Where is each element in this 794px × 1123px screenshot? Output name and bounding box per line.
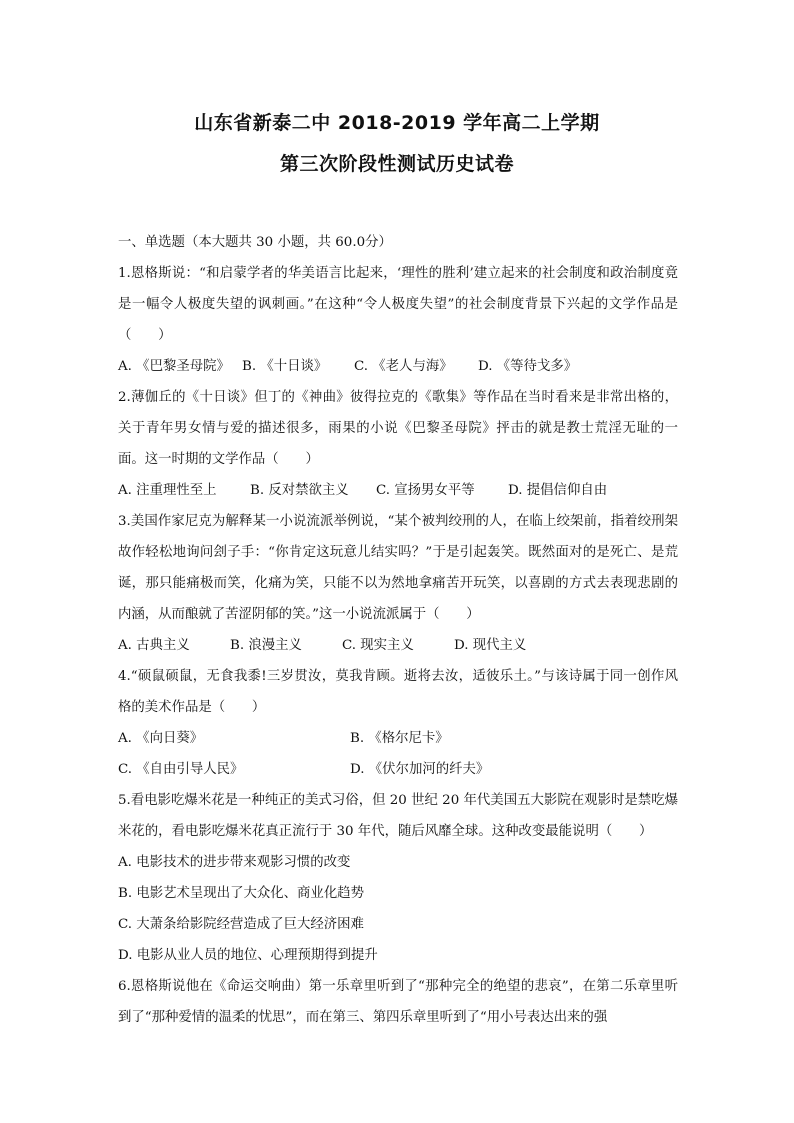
option-d: D. 电影从业人员的地位、心理预期得到提升 <box>118 948 378 963</box>
question-5-stem: 5.看电影吃爆米花是一种纯正的美式习俗，但 20 世纪 20 年代美国五大影院在观影时是禁吃爆米花的，看电影吃爆米花真正流行于 30 年代，随后风靡全球。这种改变最能说明（ ） <box>118 793 678 839</box>
option-c: C. 《自由引导人民》 <box>118 762 244 777</box>
question-2-options <box>118 475 678 506</box>
option-a: A. 古典主义 <box>118 638 190 653</box>
option-d: D. 《伏尔加河的纤夫》 <box>350 762 490 777</box>
option-c: C. 大萧条给影院经营造成了巨大经济困难 <box>118 917 364 932</box>
question-4-stem: 4.“硕鼠硕鼠，无食我黍!三岁贯汝，莫我肯顾。逝将去汝，适彼乐土。”与该诗属于同一创作风格的美术作品是（ ） <box>118 669 678 715</box>
exam-content <box>118 227 678 1033</box>
option-c: C. 现实主义 <box>342 638 414 653</box>
option-b: B. 浪漫主义 <box>230 638 302 653</box>
option-a: A. 电影技术的进步带来观影习惯的改变 <box>118 855 351 870</box>
question-6-stem: 6.恩格斯说他在《命运交响曲）第一乐章里听到了“那种完全的绝望的悲哀”，在第二乐章里听到了“那种爱情的温柔的忧思”，而在第三、第四乐章里听到了“用小号表达出来的强 <box>118 979 678 1025</box>
exam-title-line1: 山东省新泰二中 2018-2019 学年高二上学期 <box>194 112 600 134</box>
question-1-stem: 1.恩格斯说：“和启蒙学者的华美语言比起来，‘理性的胜利’建立起来的社会制度和政治制度竟是一幅令人极度失望的讽刺画。”在这种“令人极度失望”的社会制度背景下兴起的文学作品是（ ） <box>118 266 678 343</box>
option-b: B. 反对禁欲主义 <box>250 483 349 498</box>
option-c: C. 宣扬男女平等 <box>376 483 475 498</box>
question-4-options-row2 <box>118 754 678 785</box>
option-a: A. 《巴黎圣母院》 <box>118 359 230 374</box>
question-2-stem: 2.薄伽丘的《十日谈》但丁的《神曲》彼得拉克的《歌集》等作品在当时看来是非常出格的，关于青年男女情与爱的描述很多，雨果的小说《巴黎圣母院》抨击的就是教士荒淫无耻的一面。这一时期的文学作品（ ） <box>118 390 678 467</box>
section-heading: 一、单选题（本大题共 30 小题，共 60.0分） <box>118 235 392 250</box>
option-b: B. 《十日谈》 <box>242 359 328 374</box>
question-1-options <box>118 351 678 382</box>
question-3-options <box>118 630 678 661</box>
option-a: A. 注重理性至上 <box>118 483 217 498</box>
option-b: B. 电影艺术呈现出了大众化、商业化趋势 <box>118 886 364 901</box>
option-d: D. 提倡信仰自由 <box>508 483 608 498</box>
option-c: C. 《老人与海》 <box>354 359 453 374</box>
option-d: D. 现代主义 <box>454 638 527 653</box>
question-3-stem: 3.美国作家尼克为解释某一小说流派举例说，“某个被判绞刑的人，在临上绞架前，指着绞刑架故作轻松地询问刽子手：“你肯定这玩意儿结实吗？”于是引起轰笑。既然面对的是死亡、是荒诞，那只能痛极而笑，化痛为笑，只能不以为然地拿痛苦开玩笑，以喜剧的方式去表现悲剧的内涵，从而酿就了苦涩阴郁的笑。”这一小说流派属于（ ） <box>118 514 678 622</box>
question-4-options-row1 <box>118 723 678 754</box>
option-b: B. 《格尔尼卡》 <box>350 731 449 746</box>
option-d: D. 《等待戈多》 <box>478 359 578 374</box>
option-a: A. 《向日葵》 <box>118 731 204 746</box>
exam-title-line2: 第三次阶段性测试历史试卷 <box>279 153 514 175</box>
